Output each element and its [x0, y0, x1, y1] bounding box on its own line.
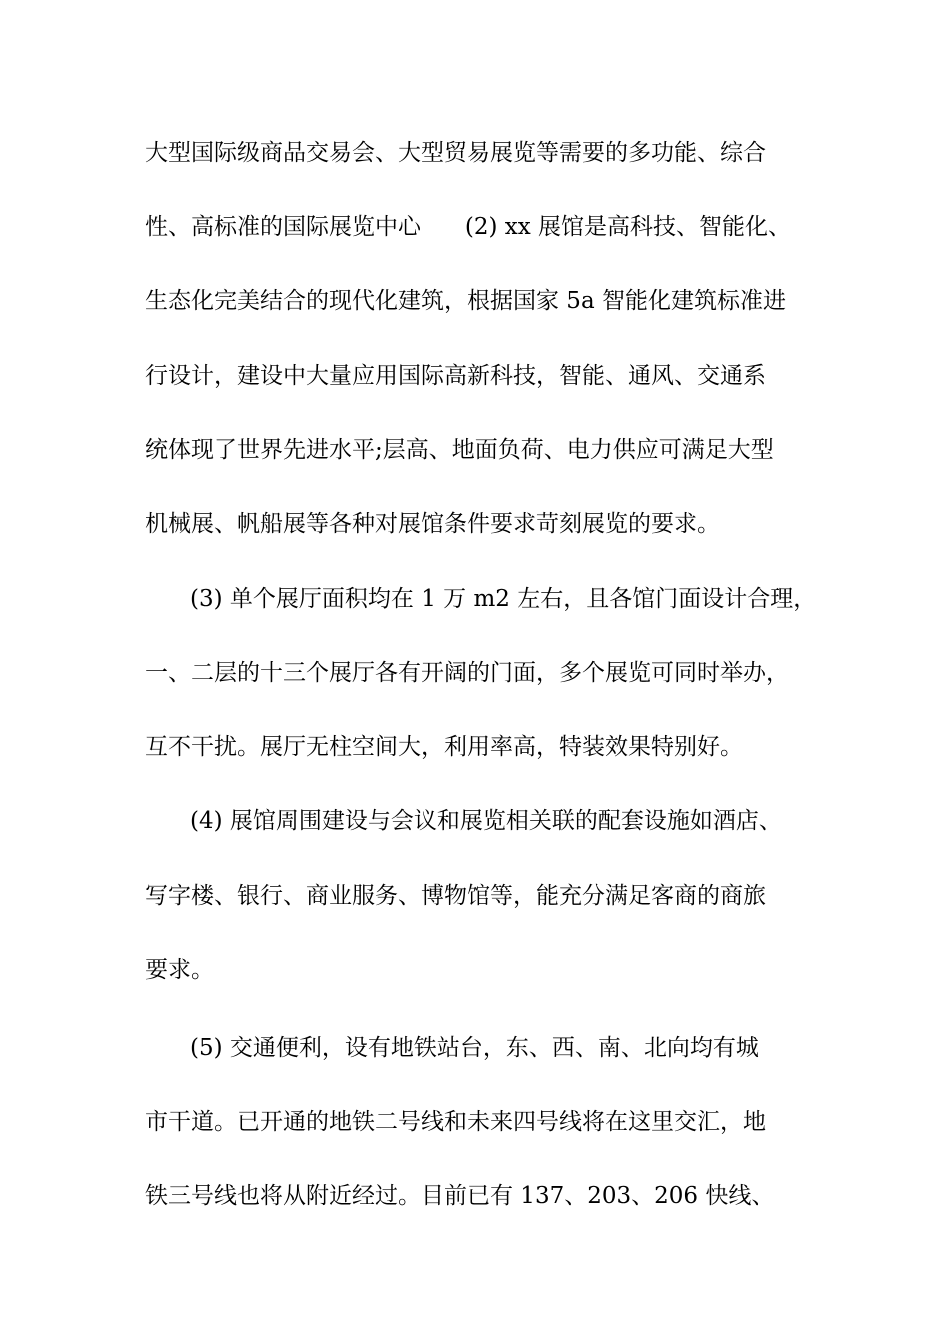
- text-line: 市干道。已开通的地铁二号线和未来四号线将在这里交汇，地: [145, 1109, 766, 1135]
- text-line: 统体现了世界先进水平;层高、地面负荷、电力供应可满足大型: [145, 437, 774, 463]
- text-line: 互不干扰。展厅无柱空间大，利用率高，特装效果特别好。: [145, 734, 743, 760]
- text-line: 性、高标准的国际展览中心 (2) xx 展馆是高科技、智能化、: [145, 214, 792, 240]
- text-line: 行设计，建设中大量应用国际高新科技，智能、通风、交通系: [145, 363, 766, 389]
- paragraph-start-line: (4) 展馆周围建设与会议和展览相关联的配套设施如酒店、: [190, 808, 782, 834]
- paragraph-start-line: (5) 交通便利，设有地铁站台，东、西、南、北向均有城: [190, 1035, 759, 1061]
- text-line: 一、二层的十三个展厅各有开阔的门面，多个展览可同时举办，: [145, 660, 789, 686]
- text-line: 铁三号线也将从附近经过。目前已有 137、203、206 快线、: [145, 1183, 775, 1209]
- text-line: 机械展、帆船展等各种对展馆条件要求苛刻展览的要求。: [145, 511, 720, 537]
- text-line: 写字楼、银行、商业服务、博物馆等，能充分满足客商的商旅: [145, 883, 766, 909]
- text-line: 大型国际级商品交易会、大型贸易展览等需要的多功能、综合: [145, 140, 766, 166]
- paragraph-start-line: (3) 单个展厅面积均在 1 万 m2 左右，且各馆门面设计合理，: [190, 586, 817, 612]
- text-line: 要求。: [145, 957, 214, 983]
- text-line: 生态化完美结合的现代化建筑，根据国家 5a 智能化建筑标准进: [145, 288, 786, 314]
